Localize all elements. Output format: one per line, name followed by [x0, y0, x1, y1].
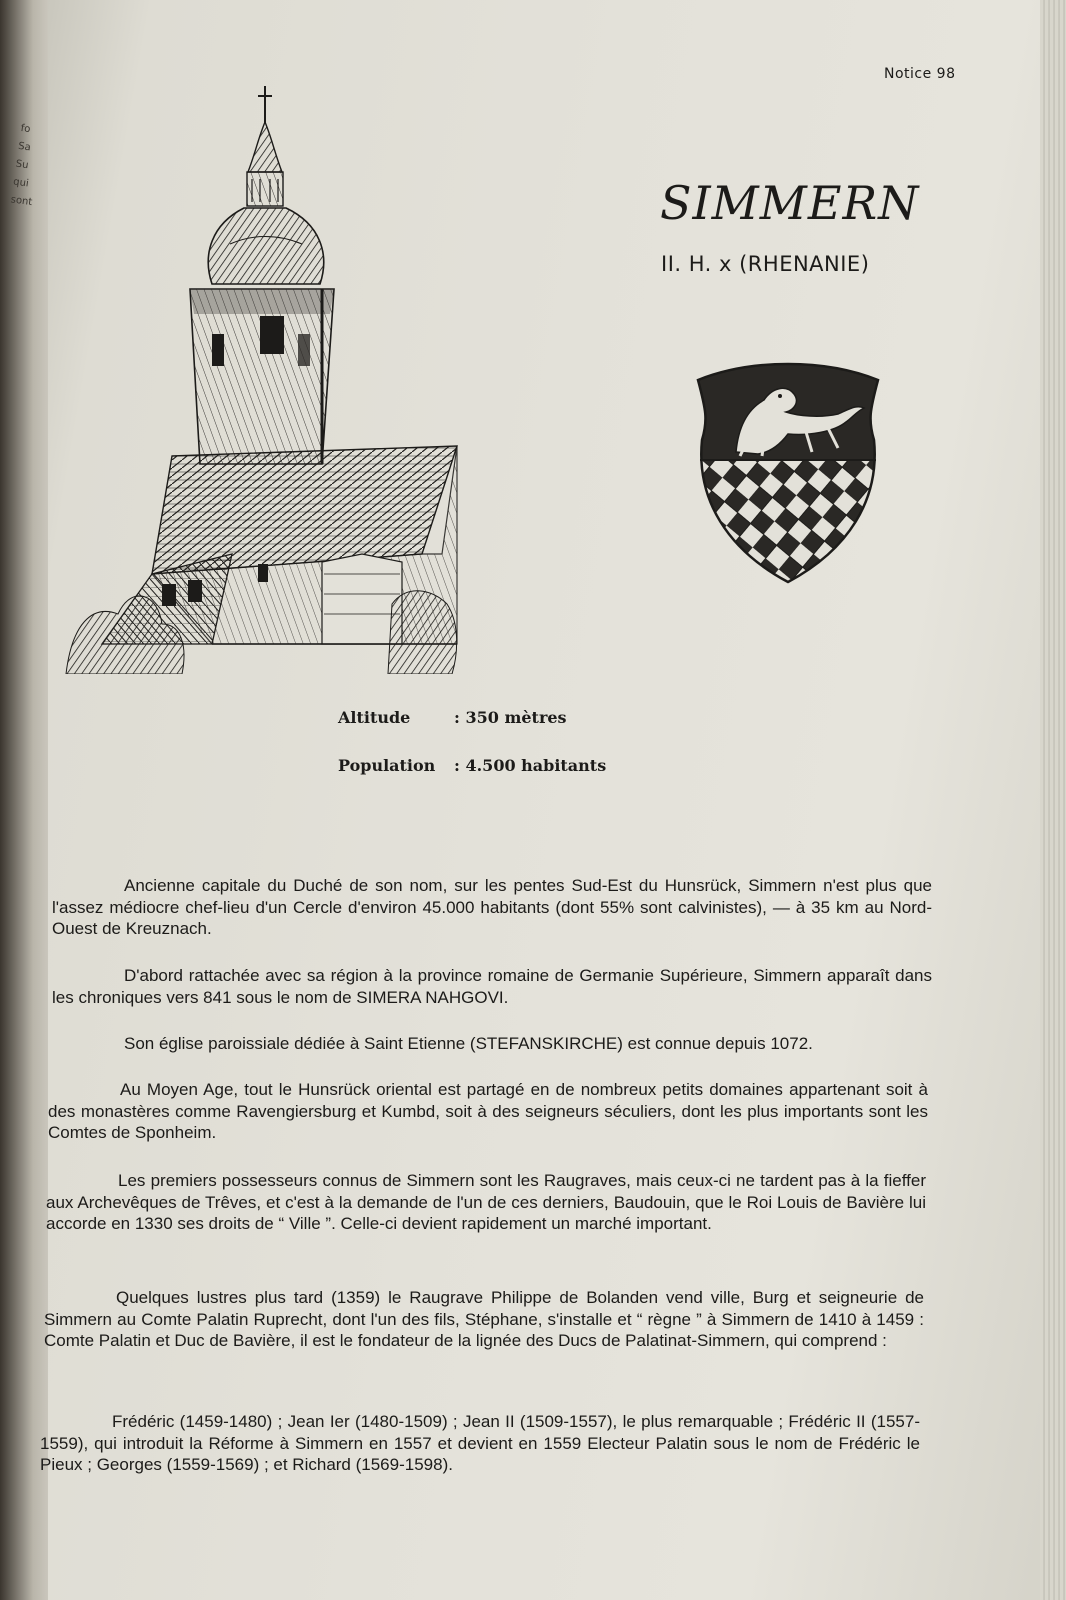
left-page-fragments [0, 120, 44, 434]
church-illustration [62, 84, 462, 674]
left-fragment [0, 395, 5, 416]
notice-number: Notice 98 [884, 66, 956, 82]
paragraph: Quelques lustres plus tard (1359) le Raugrave Philippe de Bolanden vend ville, Burg et seigneurie de Simmern au Comte Palatin Ruprecht, dont l'un des fils, Stéphane, s'installe et “ règne ” à Simmern de 1410 à 1459 : Comte Palatin et Duc de Bavière, il est le fondateur de la lignée des Ducs de Palatinat-Simmern, qui comprend : [44, 1288, 924, 1350]
left-fragment: sont [9, 194, 33, 209]
paragraph: Les premiers possesseurs connus de Simmern sont les Raugraves, mais ceux-ci ne tardent pas à la fieffer aux Archevêques de Trêves, et c'est à la demande de l'un de ces derniers, Baudouin, que le Roi Louis de Bavière lui accorde en 1330 ses droits de “ Ville ”. Celle-ci devient rapidement un marché important. [46, 1171, 926, 1233]
stat-label: Altitude [338, 708, 411, 727]
paragraph: Au Moyen Age, tout le Hunsrück oriental est partagé en de nombreux petits domaines appartenant soit à des monastères comme Ravengiersburg et Kumbd, soit à des seigneurs séculiers, dont les plus importants sont les Comtes de Sponheim. [48, 1080, 928, 1142]
page-title: SIMMERN [660, 176, 920, 230]
stat-value: : 4.500 habitants [454, 756, 607, 775]
paragraph: D'abord rattachée avec sa région à la province romaine de Germanie Supérieure, Simmern apparaît dans les chroniques vers 841 sous le nom de SIMERA NAHGOVI. [52, 966, 932, 1007]
page-stack-edge [1040, 0, 1066, 1600]
left-fragment: Sa [17, 140, 32, 154]
stat-value: : 350 mètres [454, 708, 567, 727]
paragraph: Ancienne capitale du Duché de son nom, sur les pentes Sud-Est du Hunsrück, Simmern n'est plus que l'assez médiocre chef-lieu d'un Cercle d'environ 45.000 habitants (dont 55% sont calvinistes), — à 35 km au Nord-Ouest de Kreuznach. [52, 876, 932, 938]
left-fragment: Su [14, 158, 30, 172]
left-fragment [0, 377, 8, 398]
left-fragment [0, 413, 3, 434]
coat-of-arms-icon [688, 360, 888, 590]
stat-population [338, 756, 658, 780]
paragraph: Frédéric (1459-1480) ; Jean Ier (1480-1509) ; Jean II (1509-1557), le plus remarquable ; Frédéric II (1557-1559), qui introduit la Réforme à Simmern en 1557 et devient en 1559 Electeur Palatin sous le nom de Frédéric le Pieux ; Georges (1559-1569) ; et Richard (1569-1598). [40, 1412, 920, 1474]
left-fragment: qui [12, 176, 30, 190]
paragraph: Son église paroissiale dédiée à Saint Etienne (STEFANSKIRCHE) est connue depuis 1072. [124, 1034, 813, 1053]
book-page [40, 0, 1066, 1600]
stat-altitude [338, 708, 638, 732]
page-subtitle: II. H. x (RHENANIE) [661, 252, 870, 276]
left-fragment: fo [20, 122, 32, 136]
stat-label: Population [338, 756, 436, 775]
